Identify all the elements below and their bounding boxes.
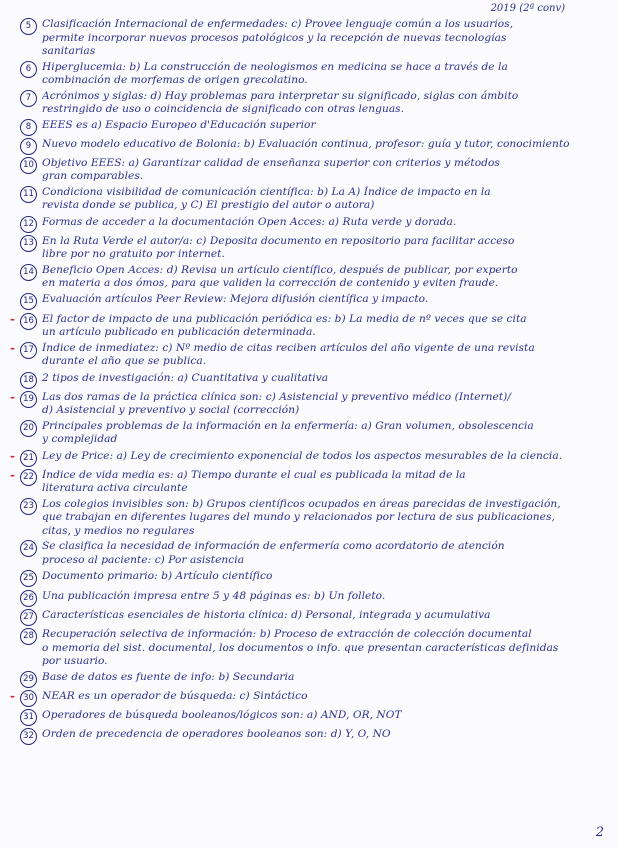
note-item — [10, 186, 607, 213]
item-number: 27 — [20, 609, 37, 626]
item-text — [42, 469, 607, 496]
item-text-line: NEAR es un operador de búsqueda: c) Sintáctico — [42, 689, 308, 702]
red-mark-icon: - — [10, 311, 15, 326]
item-text-line: Formas de acceder a la documentación Open Acces: a) Ruta verde y dorada. — [42, 215, 457, 228]
item-text-line: permite incorporar nuevos procesos patológicos y la recepción de nuevas tecnologías — [42, 31, 507, 44]
note-item — [10, 61, 607, 88]
note-item — [10, 138, 607, 155]
item-number: 30 — [20, 690, 37, 707]
page-number: 2 — [595, 825, 604, 840]
item-number: 15 — [20, 293, 37, 310]
red-mark-icon: - — [10, 467, 15, 482]
item-text-line: un artículo publicado en publicación determinada. — [42, 326, 316, 338]
note-item — [10, 235, 607, 262]
item-text — [42, 264, 607, 291]
item-text — [42, 90, 607, 117]
item-text — [42, 671, 607, 685]
item-text-line: Hiperglucemia: b) La construcción de neologismos en medicina se hace a través de la — [42, 60, 508, 73]
item-text-line: Recuperación selectiva de información: b) Proceso de extracción de colección documental — [42, 628, 532, 640]
item-text — [42, 157, 607, 184]
item-text — [42, 570, 607, 584]
item-text — [42, 313, 607, 340]
item-text — [42, 61, 607, 88]
item-text-line: Índice de vida media es: a) Tiempo durante el cual es publicada la mitad de la — [42, 468, 466, 481]
item-text-line: d) Asistencial y preventivo y social (corrección) — [42, 404, 300, 416]
item-text-line: proceso al paciente: c) Por asistencia — [42, 553, 245, 566]
item-text-line: Evaluación artículos Peer Review: Mejora difusión científica y impacto. — [42, 292, 429, 305]
note-item — [10, 119, 607, 136]
note-item — [10, 216, 607, 233]
item-number: 29 — [20, 671, 37, 688]
item-text-line: Beneficio Open Acces: d) Revisa un artículo científico, después de publicar, por experto — [42, 263, 518, 276]
item-number: 9 — [20, 138, 37, 155]
item-text — [42, 391, 607, 418]
item-number: 10 — [20, 157, 37, 174]
note-item — [10, 690, 607, 707]
item-text — [42, 728, 607, 742]
item-text-line: que trabajan en diferentes lugares del mundo y relacionados por lectura de sus publicaciones, — [42, 511, 555, 523]
item-number: 21 — [20, 450, 37, 467]
item-text-line: gran comparables. — [42, 170, 144, 182]
item-number: 23 — [20, 498, 37, 515]
item-text-line: Principales problemas de la información en la enfermería: a) Gran volumen, obsolescencia — [42, 419, 534, 432]
note-item — [10, 570, 607, 587]
item-text-line: 2 tipos de investigación: a) Cuantitativa y cualitativa — [42, 371, 329, 384]
item-number: 31 — [20, 709, 37, 726]
note-item — [10, 450, 607, 467]
note-item — [10, 590, 607, 607]
item-text — [42, 216, 607, 230]
note-item — [10, 313, 607, 340]
note-item — [10, 671, 607, 688]
item-number: 19 — [20, 391, 37, 408]
item-text — [42, 342, 607, 369]
item-text — [42, 186, 607, 213]
item-number: 18 — [20, 372, 37, 389]
note-item — [10, 498, 607, 539]
item-text-line: revista donde se publica, y C) El prestigio del autor o autora) — [42, 199, 375, 211]
item-number: 14 — [20, 264, 37, 281]
note-item — [10, 372, 607, 389]
item-number: 28 — [20, 628, 37, 645]
item-text-line: en materia a dos ómos, para que validen la corrección de contenido y eviten fraude. — [42, 277, 499, 289]
item-text — [42, 119, 607, 133]
item-text — [42, 498, 607, 539]
note-item — [10, 420, 607, 447]
item-text-line: Los colegios invisibles son: b) Grupos científicos ocupados en áreas parecidas de investigación, — [42, 497, 561, 510]
item-text-line: Condiciona visibilidad de comunicación científica: b) La A) Índice de impacto en la — [42, 185, 491, 198]
red-mark-icon: - — [10, 340, 15, 355]
item-text-line: por usuario. — [42, 655, 108, 667]
item-number: 6 — [20, 61, 37, 78]
red-mark-icon: - — [10, 389, 15, 404]
item-text — [42, 18, 607, 59]
page-header: 2019 (2ª conv) — [490, 3, 565, 14]
item-text-line: y complejidad — [42, 433, 118, 445]
item-number: 17 — [20, 342, 37, 359]
item-number: 5 — [20, 18, 37, 35]
item-number: 8 — [20, 119, 37, 136]
item-text — [42, 690, 607, 704]
item-text-line: Clasificación Internacional de enfermedades: c) Provee lenguaje común a los usuarios, — [42, 18, 514, 30]
item-number: 22 — [20, 469, 37, 486]
item-text-line: Una publicación impresa entre 5 y 48 páginas es: b) Un folleto. — [42, 590, 386, 602]
item-text — [42, 628, 607, 669]
item-text-line: Orden de precedencia de operadores booleanos son: d) Y, O, NO — [42, 727, 391, 740]
item-text-line: literatura activa circulante — [42, 482, 188, 494]
item-text-line: En la Ruta Verde el autor/a: c) Deposita documento en repositorio para facilitar acceso — [42, 234, 515, 247]
item-text-line: sanitarias — [42, 45, 96, 57]
note-item — [10, 609, 607, 626]
red-mark-icon: - — [10, 688, 15, 703]
item-text-line: Índice de inmediatez: c) Nº medio de citas reciben artículos del año vigente de una revista — [42, 341, 535, 354]
note-item — [10, 709, 607, 726]
item-text — [42, 372, 607, 386]
item-text — [42, 590, 607, 604]
item-text-line: o memoria del sist. documental, los documentos o info. que presentan características definidas — [42, 641, 559, 654]
item-number: 12 — [20, 216, 37, 233]
item-text-line: Base de datos es fuente de info: b) Secundaria — [42, 670, 295, 683]
note-item — [10, 18, 607, 59]
item-text-line: durante el año que se publica. — [42, 355, 207, 367]
item-number: 20 — [20, 420, 37, 437]
item-text-line: Ley de Price: a) Ley de crecimiento exponencial de todos los aspectos mesurables de la ciencia. — [42, 449, 563, 462]
item-number: 16 — [20, 313, 37, 330]
note-item — [10, 391, 607, 418]
item-text-line: Se clasifica la necesidad de información de enfermería como acordatorio de atención — [42, 540, 505, 552]
item-text — [42, 540, 607, 567]
note-item — [10, 469, 607, 496]
item-number: 24 — [20, 540, 37, 557]
item-text-line: Nuevo modelo educativo de Bolonia: b) Evaluación continua, profesor: guía y tutor, conocimiento — [42, 137, 570, 150]
note-item — [10, 628, 607, 669]
item-text — [42, 235, 607, 262]
item-text-line: restringido de uso o coincidencia de significado con otras lenguas. — [42, 103, 405, 115]
item-number: 25 — [20, 570, 37, 587]
item-text — [42, 450, 607, 464]
item-number: 32 — [20, 728, 37, 745]
item-text-line: Documento primario: b) Artículo científico — [42, 570, 273, 582]
red-mark-icon: - — [10, 448, 15, 463]
item-text-line: Acrónimos y siglas: d) Hay problemas para interpretar su significado, siglas con ámbito — [42, 89, 519, 102]
item-text-line: combinación de morfemas de origen grecolatino. — [42, 74, 308, 86]
item-number: 13 — [20, 235, 37, 252]
item-text — [42, 138, 607, 152]
note-item — [10, 342, 607, 369]
item-number: 26 — [20, 590, 37, 607]
item-number: 7 — [20, 90, 37, 107]
item-text-line: citas, y medios no regulares — [42, 524, 195, 537]
item-text — [42, 709, 607, 723]
item-text-line: Objetivo EEES: a) Garantizar calidad de enseñanza superior con criterios y métodos — [42, 156, 500, 169]
note-item — [10, 293, 607, 310]
item-number: 11 — [20, 186, 37, 203]
item-text-line: El factor de impacto de una publicación periódica es: b) La media de nº veces que se cita — [42, 312, 527, 325]
note-item — [10, 157, 607, 184]
item-text — [42, 420, 607, 447]
note-item — [10, 264, 607, 291]
note-item — [10, 728, 607, 745]
item-text — [42, 293, 607, 307]
item-text-line: libre por no gratuito por internet. — [42, 248, 225, 260]
item-text-line: Las dos ramas de la práctica clínica son: c) Asistencial y preventivo médico (Internet)/ — [42, 390, 511, 403]
notes-list — [10, 16, 607, 745]
item-text-line: Operadores de búsqueda booleanos/lógicos son: a) AND, OR, NOT — [42, 708, 402, 721]
item-text-line: EEES es a) Espacio Europeo d'Educación superior — [42, 118, 316, 131]
item-text — [42, 609, 607, 623]
note-item — [10, 90, 607, 117]
item-text-line: Características esenciales de historia clínica: d) Personal, integrada y acumulativa — [42, 609, 491, 621]
note-item — [10, 540, 607, 567]
